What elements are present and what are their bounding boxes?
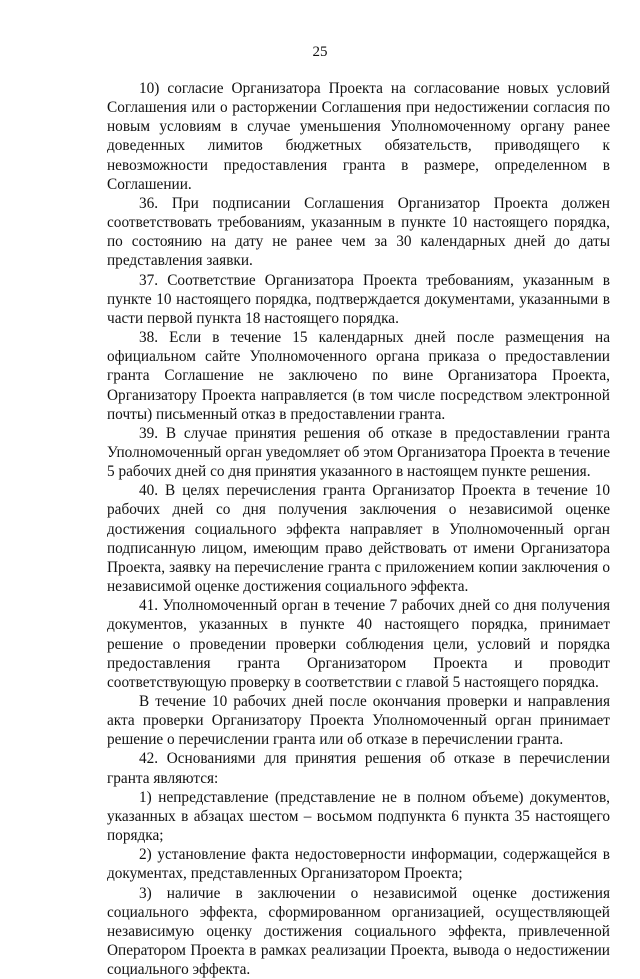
page-number: 25 xyxy=(312,44,328,60)
paragraph-38: 38. Если в течение 15 календарных дней после размещения на официальном сайте Уполномоченного органа приказа о предоставлении гранта Соглашение не заключено по вине Организатора Проекта, Организатору Проекта направляется (в том числе посредством электронной почты) письменный отказ в предоставлении гранта. xyxy=(107,329,610,423)
paragraph-42-item-3: 3) наличие в заключении о независимой оценке достижения социального эффекта, сформированном организацией, осуществляющей независимую оценку достижения социального эффекта, привлеченной Оператором Проекта в рамках реализации Проекта, вывода о недостижении социального эффекта. xyxy=(107,884,610,979)
paragraph-42: 42. Основаниями для принятия решения об отказе в перечислении гранта являются: xyxy=(107,750,610,787)
paragraph-39: 39. В случае принятия решения об отказе в предоставлении гранта Уполномоченный орган уведомляет об этом Организатора Проекта в течение 5 рабочих дней со дня принятия указанного в настоящем пункте решения. xyxy=(107,424,610,481)
paragraph-36: 36. При подписании Соглашения Организатор Проекта должен соответствовать требованиям, указанным в пункте 10 настоящего порядка, по состоянию на дату не ранее чем за 30 календарных дней до даты представления заявки. xyxy=(107,194,610,270)
document-body xyxy=(107,79,610,979)
paragraph-37: 37. Соответствие Организатора Проекта требованиям, указанным в пункте 10 настоящего порядка, подтверждается документами, указанными в части первой пункта 18 настоящего порядка. xyxy=(107,271,610,327)
paragraph-40: 40. В целях перечисления гранта Организатор Проекта в течение 10 рабочих дней со дня получения заключения о независимой оценке достижения социального эффекта направляет в Уполномоченный орган подписанную лицом, имеющим право действовать от имени Организатора Проекта, заявку на перечисление гранта с приложением копии заключения о независимой оценке достижения социального эффекта. xyxy=(107,482,610,596)
paragraph-42-item-2: 2) установление факта недостоверности информации, содержащейся в документах, представленных Организатором Проекта; xyxy=(107,846,610,883)
paragraph-41-continued: В течение 10 рабочих дней после окончания проверки и направления акта проверки Организатору Проекта Уполномоченный орган принимает решение о перечислении гранта или об отказе в перечислении гранта. xyxy=(107,693,610,749)
paragraph-item-10: 10) согласие Организатора Проекта на согласование новых условий Соглашения или о расторжении Соглашения при недостижении согласия по новым условиям в случае уменьшения Уполномоченному органу ранее доведенных лимитов бюджетных обязательств, приводящего к невозможности предоставления гранта в размере, определенном в Соглашении. xyxy=(107,80,610,193)
paragraph-41: 41. Уполномоченный орган в течение 7 рабочих дней со дня получения документов, указанных в пункте 40 настоящего порядка, принимает решение о проведении проверки соблюдения цели, условий и порядка предоставления гранта Организатором Проекта и проводит соответствующую проверку в соответствии с главой 5 настоящего порядка. xyxy=(107,597,610,691)
paragraph-42-item-1: 1) непредставление (представление не в полном объеме) документов, указанных в абзацах шестом – восьмом подпункта 6 пункта 35 настоящего порядка; xyxy=(107,788,610,845)
